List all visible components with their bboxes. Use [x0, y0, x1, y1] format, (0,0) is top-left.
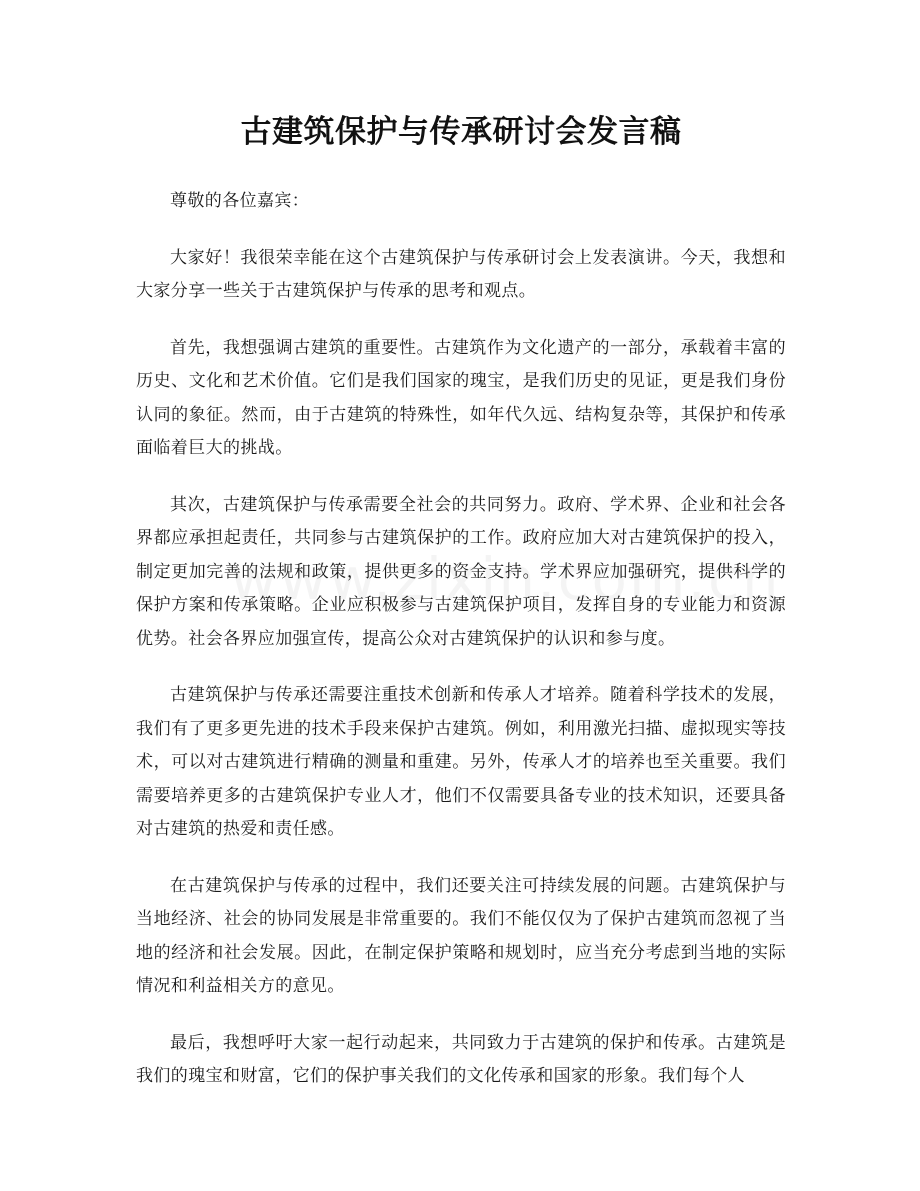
paragraph-sustainability: 在古建筑保护与传承的过程中，我们还要关注可持续发展的问题。古建筑保护与当地经济、社会的协同发展是非常重要的。我们不能仅仅为了保护古建筑而忽视了当地的经济和社会发展。因此，在制定保护策略和规划时，应当充分考虑到当地的实际情况和利益相关方的意见。 [136, 875, 786, 996]
paragraph-joint-effort: 其次，古建筑保护与传承需要全社会的共同努力。政府、学术界、企业和社会各界都应承担起责任，共同参与古建筑保护的工作。政府应加大对古建筑保护的投入，制定更加完善的法规和政策，提供更多的资金支持。学术界应加强研究，提供科学的保护方案和传承策略。企业应积极参与古建筑保护项目，发挥自身的专业能力和资源优势。社会各界应加强宣传，提高公众对古建筑保护的认识和参与度。 [136, 494, 786, 649]
document-title: 古建筑保护与传承研讨会发言稿 [240, 114, 682, 150]
salutation: 尊敬的各位嘉宾： [170, 191, 310, 211]
document-body [136, 185, 786, 1094]
paragraph-closing: 最后，我想呼吁大家一起行动起来，共同致力于古建筑的保护和传承。古建筑是我们的瑰宝和财富，它们的保护事关我们的文化传承和国家的形象。我们每个人 [136, 1032, 786, 1086]
paragraph-technology-talent: 古建筑保护与传承还需要注重技术创新和传承人才培养。随着科学技术的发展，我们有了更多更先进的技术手段来保护古建筑。例如，利用激光扫描、虚拟现实等技术，可以对古建筑进行精确的测量和重建。另外，传承人才的培养也至关重要。我们需要培养更多的古建筑保护专业人才，他们不仅需要具备专业的技术知识，还要具备对古建筑的热爱和责任感。 [136, 685, 786, 839]
paragraph-greeting: 大家好！我很荣幸能在这个古建筑保护与传承研讨会上发表演讲。今天，我想和大家分享一些关于古建筑保护与传承的思考和观点。 [136, 247, 786, 301]
document-content [136, 106, 786, 1117]
paragraph-importance: 首先，我想强调古建筑的重要性。古建筑作为文化遗产的一部分，承载着丰富的历史、文化和艺术价值。它们是我们国家的瑰宝，是我们历史的见证，更是我们身份认同的象征。然而，由于古建筑的特殊性，如年代久远、结构复杂等，其保护和传承面临着巨大的挑战。 [136, 337, 786, 458]
